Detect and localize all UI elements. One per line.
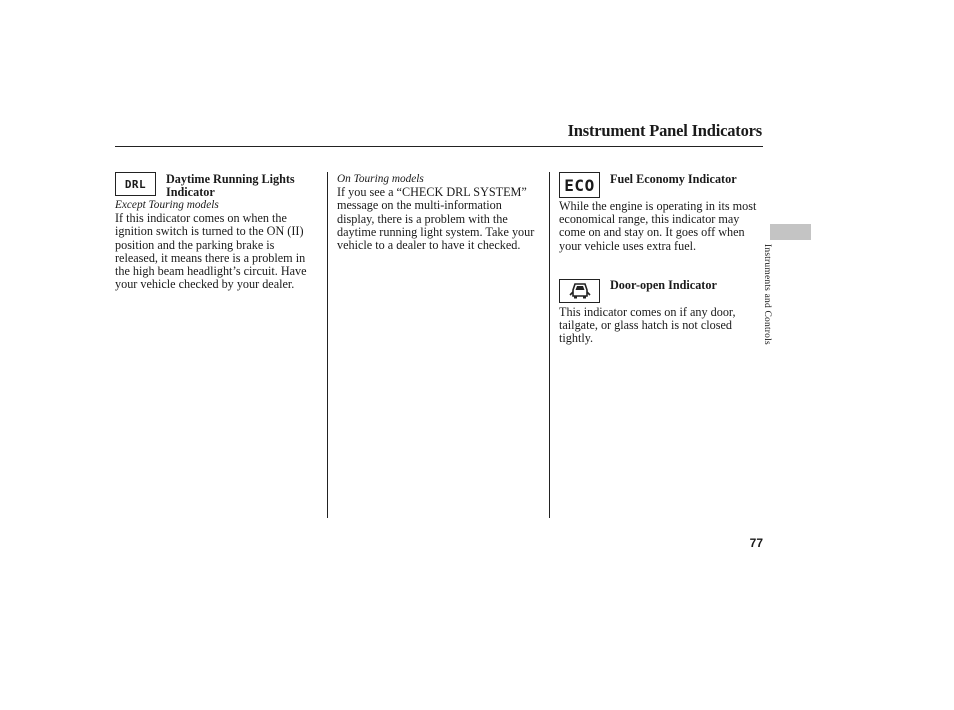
drl-section	[115, 199, 320, 291]
drl-heading	[166, 173, 321, 199]
touring-model-note: On Touring models	[337, 173, 424, 185]
eco-section	[559, 200, 759, 253]
door-heading: Door-open Indicator	[610, 278, 717, 292]
drl-heading-line-1: Daytime Running Lights	[166, 172, 295, 186]
header-divider	[115, 146, 763, 147]
touring-body: If you see a “CHECK DRL SYSTEM” message on the multi-information display, there is a problem with the daytime running light system. Take your vehicle to a dealer to have it checked.	[337, 185, 535, 253]
page-title: Instrument Panel Indicators	[567, 121, 762, 140]
drl-heading-line-2: Indicator	[166, 185, 215, 199]
drl-indicator-icon	[115, 172, 156, 196]
section-tab-label	[762, 244, 782, 374]
door-body: This indicator comes on if any door, tailgate, or glass hatch is not closed tightly.	[559, 305, 736, 346]
page-number: 77	[749, 536, 763, 550]
drl-body: If this indicator comes on when the ignition switch is turned to the ON (II) position and the parking brake is released, it means there is a problem in the high beam headlight’s circuit. Have your vehicle checked by your dealer.	[115, 211, 307, 292]
eco-heading: Fuel Economy Indicator	[610, 172, 737, 186]
door-open-icon	[559, 279, 600, 303]
drl-icon-label: DRL	[124, 177, 147, 191]
touring-section	[337, 173, 537, 252]
car-door-open-icon	[569, 282, 591, 300]
column-divider-1	[327, 172, 328, 518]
column-divider-2	[549, 172, 550, 518]
section-tab-text: Instruments and Controls	[762, 244, 772, 345]
door-section	[559, 306, 759, 346]
drl-model-note: Except Touring models	[115, 199, 219, 211]
eco-icon-label: ECO	[564, 175, 595, 195]
eco-indicator-icon	[559, 172, 600, 198]
eco-body: While the engine is operating in its most economical range, this indicator may come on and stay on. It goes off when your vehicle uses extra fuel.	[559, 199, 757, 253]
section-tab	[770, 224, 811, 240]
